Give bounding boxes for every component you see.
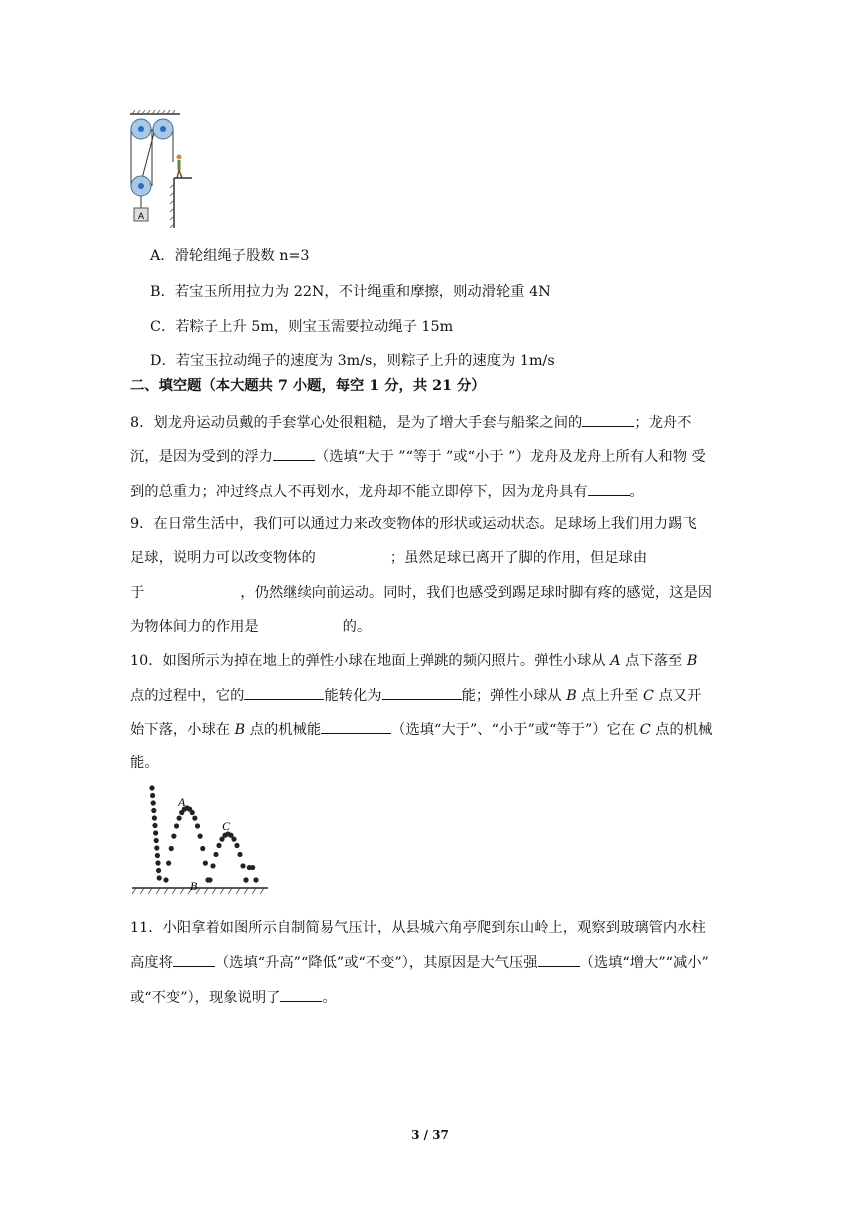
ball-dot (149, 785, 154, 790)
ball-dot (155, 860, 160, 865)
q8-line3: 到的总重力；冲过终点人不再划水，龙舟却不能立即停下，因为龙舟具有 。 (130, 481, 730, 502)
ball-dot (155, 853, 160, 858)
ball-dot (216, 843, 221, 848)
q10-blank3[interactable] (321, 719, 391, 734)
option-a: A．滑轮组绳子股数 n=3 (150, 248, 310, 264)
q11-blank1[interactable] (173, 952, 215, 967)
q11-line1: 11．小阳拿着如图所示自制简易气压计，从县城六角亭爬到东山岭上，观察到玻璃管内水柱 (130, 920, 706, 936)
weight-label: A (137, 211, 145, 221)
ball-dot (203, 861, 208, 866)
bouncing-ball-figure (128, 780, 270, 900)
q11-line3: 或“不变”），现象说明了 。 (130, 987, 730, 1008)
q8-blank3[interactable] (588, 481, 630, 496)
label-c: C (222, 819, 231, 833)
label-a: A (178, 795, 186, 809)
ball-dot (151, 808, 156, 813)
pulley-figure (128, 110, 196, 228)
ball-dot (171, 834, 176, 839)
ball-dot (163, 877, 168, 882)
ball-dot (240, 863, 245, 868)
q9-line2: 足球，说明力可以改变物体的 ；虽然足球已离开了脚的作用，但足球由 (130, 550, 648, 566)
ball-dot (156, 868, 161, 873)
page-number: 3 / 37 (411, 1128, 449, 1142)
q10-line3: 始下落，小球在 B 点的机械能 （选填“大于”、“小于”或“等于”）它在 C 点的机械 (130, 719, 730, 740)
ball-dot (207, 877, 212, 882)
ball-dot (243, 877, 248, 882)
q10-blank2[interactable] (382, 685, 462, 700)
ball-dot (190, 810, 195, 815)
ball-dot (154, 845, 159, 850)
q8-line2: 沉，是因为受到的浮力 （选填“大于 ”“等于 ”或“小于 ”）龙舟及龙舟上所有人和物 受 (130, 446, 730, 467)
ball-dot (231, 837, 236, 842)
ball-dot (177, 816, 182, 821)
q10-line1: 10．如图所示为掉在地上的弹性小球在地面上弹跳的频闪照片。弹性小球从 A 点下落至 B (130, 653, 698, 669)
q8-blank2[interactable] (273, 446, 315, 461)
ball-dot (237, 852, 242, 857)
ball-dot (150, 793, 155, 798)
ball-dot (166, 861, 171, 866)
ball-dot (250, 865, 255, 870)
ball-dot (195, 823, 200, 828)
q8-line1: 8．划龙舟运动员戴的手套掌心处很粗糙，是为了增大手套与船桨之间的 ；龙舟不 (130, 412, 730, 433)
ball-dot (253, 877, 258, 882)
q10-blank1[interactable] (244, 685, 324, 700)
q10-line2: 点的过程中，它的 能转化为 能；弹性小球从 B 点上升至 C 点又开 (130, 685, 730, 706)
q8-blank1[interactable] (582, 412, 634, 427)
q9-line1: 9．在日常生活中，我们可以通过力来改变物体的形状或运动状态。足球场上我们用力踢飞 (130, 516, 697, 532)
q9-line4: 为物体间力的作用是 的。 (130, 619, 372, 635)
ball-dot (234, 843, 239, 848)
option-d: D．若宝玉拉动绳子的速度为 3m/s，则粽子上升的速度为 1m/s (150, 353, 555, 369)
option-c: C．若粽子上升 5m，则宝玉需要拉动绳子 15m (150, 319, 454, 335)
ball-dot (154, 838, 159, 843)
ball-dot (192, 816, 197, 821)
q10-line4: 能。 (130, 755, 159, 771)
label-b: B (190, 879, 198, 893)
ball-dot (169, 846, 174, 851)
ball-dot (213, 852, 218, 857)
section-heading: 二、填空题（本大题共 7 小题，每空 1 分，共 21 分） (130, 378, 486, 394)
ball-dot (210, 863, 215, 868)
ball-dot (153, 830, 158, 835)
ball-dot (152, 823, 157, 828)
option-b: B．若宝玉所用拉力为 22N，不计绳重和摩擦，则动滑轮重 4N (150, 284, 551, 300)
ball-dot (200, 846, 205, 851)
ball-dot (198, 834, 203, 839)
q9-line3: 于 ，仍然继续向前运动。同时，我们也感受到踢足球时脚有疼的感觉，这是因 (130, 585, 713, 601)
q11-blank3[interactable] (280, 987, 322, 1002)
ball-dot (151, 800, 156, 805)
ball-dot (157, 875, 162, 880)
q11-line2: 高度将 （选填“升高”“降低”或“不变”），其原因是大气压强 （选填“增大”“减小” (130, 952, 730, 973)
ball-dot (174, 823, 179, 828)
q11-blank2[interactable] (538, 952, 580, 967)
ball-dot (152, 815, 157, 820)
